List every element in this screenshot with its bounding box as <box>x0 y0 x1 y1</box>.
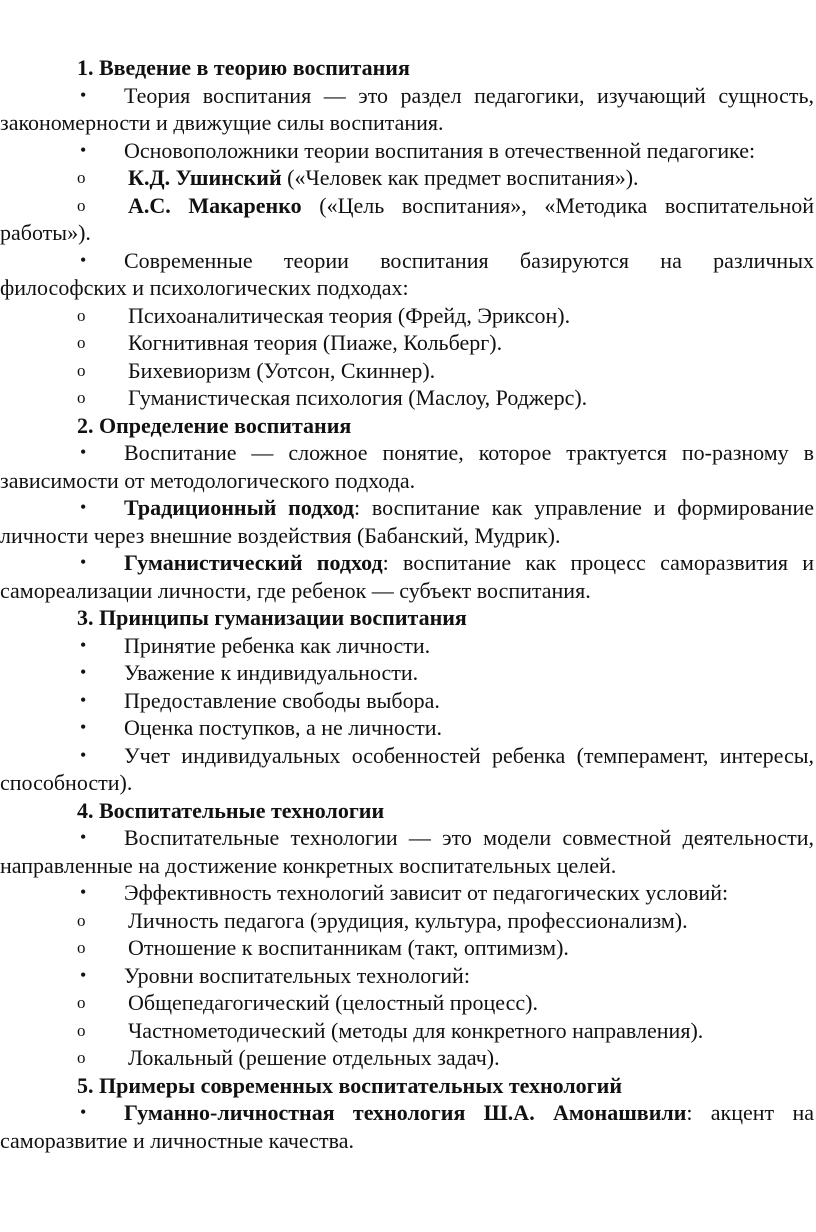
section-heading: 2. Определение воспитания <box>77 412 352 438</box>
item-text: Основоположники теории воспитания в отечественной педагогике: <box>124 137 756 163</box>
bullet-icon: • <box>80 634 87 655</box>
sub-list-item <box>0 329 814 357</box>
bullet-icon: • <box>80 84 87 105</box>
sub-list-item <box>0 1044 814 1072</box>
item-text: : акцент на саморазвитие и личностные качества. <box>0 1100 815 1153</box>
item-text: Воспитательные технологии — это модели совместной деятельности, направленные на достижение конкретных воспитательных целей. <box>0 825 814 878</box>
item-bold-term: Гуманистический подход <box>124 550 383 575</box>
item-text: Оценка поступков, а не личности. <box>124 715 443 740</box>
item-text: : воспитание как процесс саморазвития и самореализации личности, где ребенок — субъект воспитания. <box>0 550 814 603</box>
circle-bullet-icon: o <box>77 938 86 957</box>
circle-bullet-icon: o <box>77 305 86 325</box>
list-item <box>0 962 814 990</box>
list-item <box>0 247 814 302</box>
sub-list-item <box>0 192 814 247</box>
sub-list-item <box>0 1017 814 1045</box>
list-item <box>0 439 814 494</box>
bullet-icon: • <box>80 662 87 682</box>
item-text: Когнитивная теория (Пиаже, Кольберг). <box>128 330 503 355</box>
sub-list-item <box>0 302 814 330</box>
list-item <box>0 824 814 879</box>
circle-bullet-icon: o <box>77 993 86 1012</box>
item-text: Эффективность технологий зависит от педагогических условий: <box>124 880 729 905</box>
list-item <box>0 659 814 687</box>
section-heading: 1. Введение в теорию воспитания <box>77 55 410 80</box>
item-text: Бихевиоризм (Уотсон, Скиннер). <box>128 357 436 383</box>
item-text: Предоставление свободы выбора. <box>124 687 440 713</box>
circle-bullet-icon: o <box>77 333 86 352</box>
bullet-icon: • <box>80 139 87 160</box>
sub-list-item <box>0 384 814 412</box>
sub-list-item <box>0 907 814 935</box>
item-text: Психоаналитическая теория (Фрейд, Эриксон). <box>128 302 571 328</box>
bullet-icon: • <box>80 1102 87 1122</box>
bullet-icon: • <box>80 964 87 985</box>
circle-bullet-icon: o <box>77 168 86 187</box>
circle-bullet-icon: o <box>77 388 86 407</box>
section-heading: 4. Воспитательные технологии <box>77 797 385 823</box>
item-text: («Человек как предмет воспитания»). <box>281 165 639 190</box>
item-text: Принятие ребенка как личности. <box>124 632 431 658</box>
bullet-icon: • <box>80 249 87 270</box>
item-bold-term: А.С. Макаренко <box>128 192 302 218</box>
item-text: Локальный (решение отдельных задач). <box>128 1045 500 1070</box>
section-heading: 5. Примеры современных воспитательных технологий <box>77 1072 623 1098</box>
list-item <box>0 687 814 715</box>
item-text: Современные теории воспитания базируются на различных философских и психологических подходах: <box>0 247 814 300</box>
sub-list-item <box>0 164 814 192</box>
item-bold-term: Гуманно-личностная технология Ш.А. Амонашвили <box>124 1100 687 1125</box>
bullet-icon: • <box>80 552 87 572</box>
list-item <box>0 742 814 797</box>
item-text: Общепедагогический (целостный процесс). <box>128 990 538 1015</box>
item-text: Гуманистическая психология (Маслоу, Роджерс). <box>128 385 588 410</box>
list-item <box>0 549 814 604</box>
bullet-icon: • <box>80 882 87 902</box>
circle-bullet-icon: o <box>77 360 86 380</box>
item-text: («Цель воспитания», «Методика воспитательной работы»). <box>0 192 814 245</box>
bullet-icon: • <box>80 744 87 765</box>
circle-bullet-icon: o <box>77 910 86 930</box>
item-text: Воспитание — сложное понятие, которое трактуется по-разному в зависимости от методологического подхода. <box>0 440 814 493</box>
circle-bullet-icon: o <box>77 1048 86 1067</box>
section-heading: 3. Принципы гуманизации воспитания <box>77 605 467 630</box>
item-text: Отношение к воспитанникам (такт, оптимизм). <box>128 935 569 960</box>
item-text: Личность педагога (эрудиция, культура, профессионализм). <box>128 907 688 933</box>
sub-list-item <box>0 357 814 385</box>
document-page <box>0 54 816 1154</box>
item-text: Частнометодический (методы для конкретного направления). <box>128 1017 704 1043</box>
item-text: Уважение к индивидуальности. <box>124 660 419 685</box>
item-bold-term: К.Д. Ушинский <box>128 165 282 190</box>
item-text: Учет индивидуальных особенностей ребенка (темперамент, интересы, способности). <box>0 742 814 795</box>
item-bold-term: Традиционный подход <box>124 495 355 520</box>
list-item <box>0 82 814 137</box>
list-item <box>0 1099 814 1154</box>
list-item <box>0 632 814 660</box>
bullet-icon: • <box>80 689 87 710</box>
bullet-icon: • <box>80 827 87 847</box>
item-text: Уровни воспитательных технологий: <box>124 962 470 988</box>
list-item <box>0 714 814 742</box>
item-text: Теория воспитания — это раздел педагогики, изучающий сущность, закономерности и движущие силы воспитания. <box>0 82 814 135</box>
list-item <box>0 494 814 549</box>
sub-list-item <box>0 934 814 962</box>
bullet-icon: • <box>80 717 87 737</box>
item-text: : воспитание как управление и формирование личности через внешние воздействия (Бабанский, Мудрик). <box>0 495 814 548</box>
list-item <box>0 879 814 907</box>
circle-bullet-icon: o <box>77 1020 86 1040</box>
bullet-icon: • <box>80 497 87 517</box>
list-item <box>0 137 814 165</box>
bullet-icon: • <box>80 442 87 462</box>
circle-bullet-icon: o <box>77 195 86 215</box>
sub-list-item <box>0 989 814 1017</box>
